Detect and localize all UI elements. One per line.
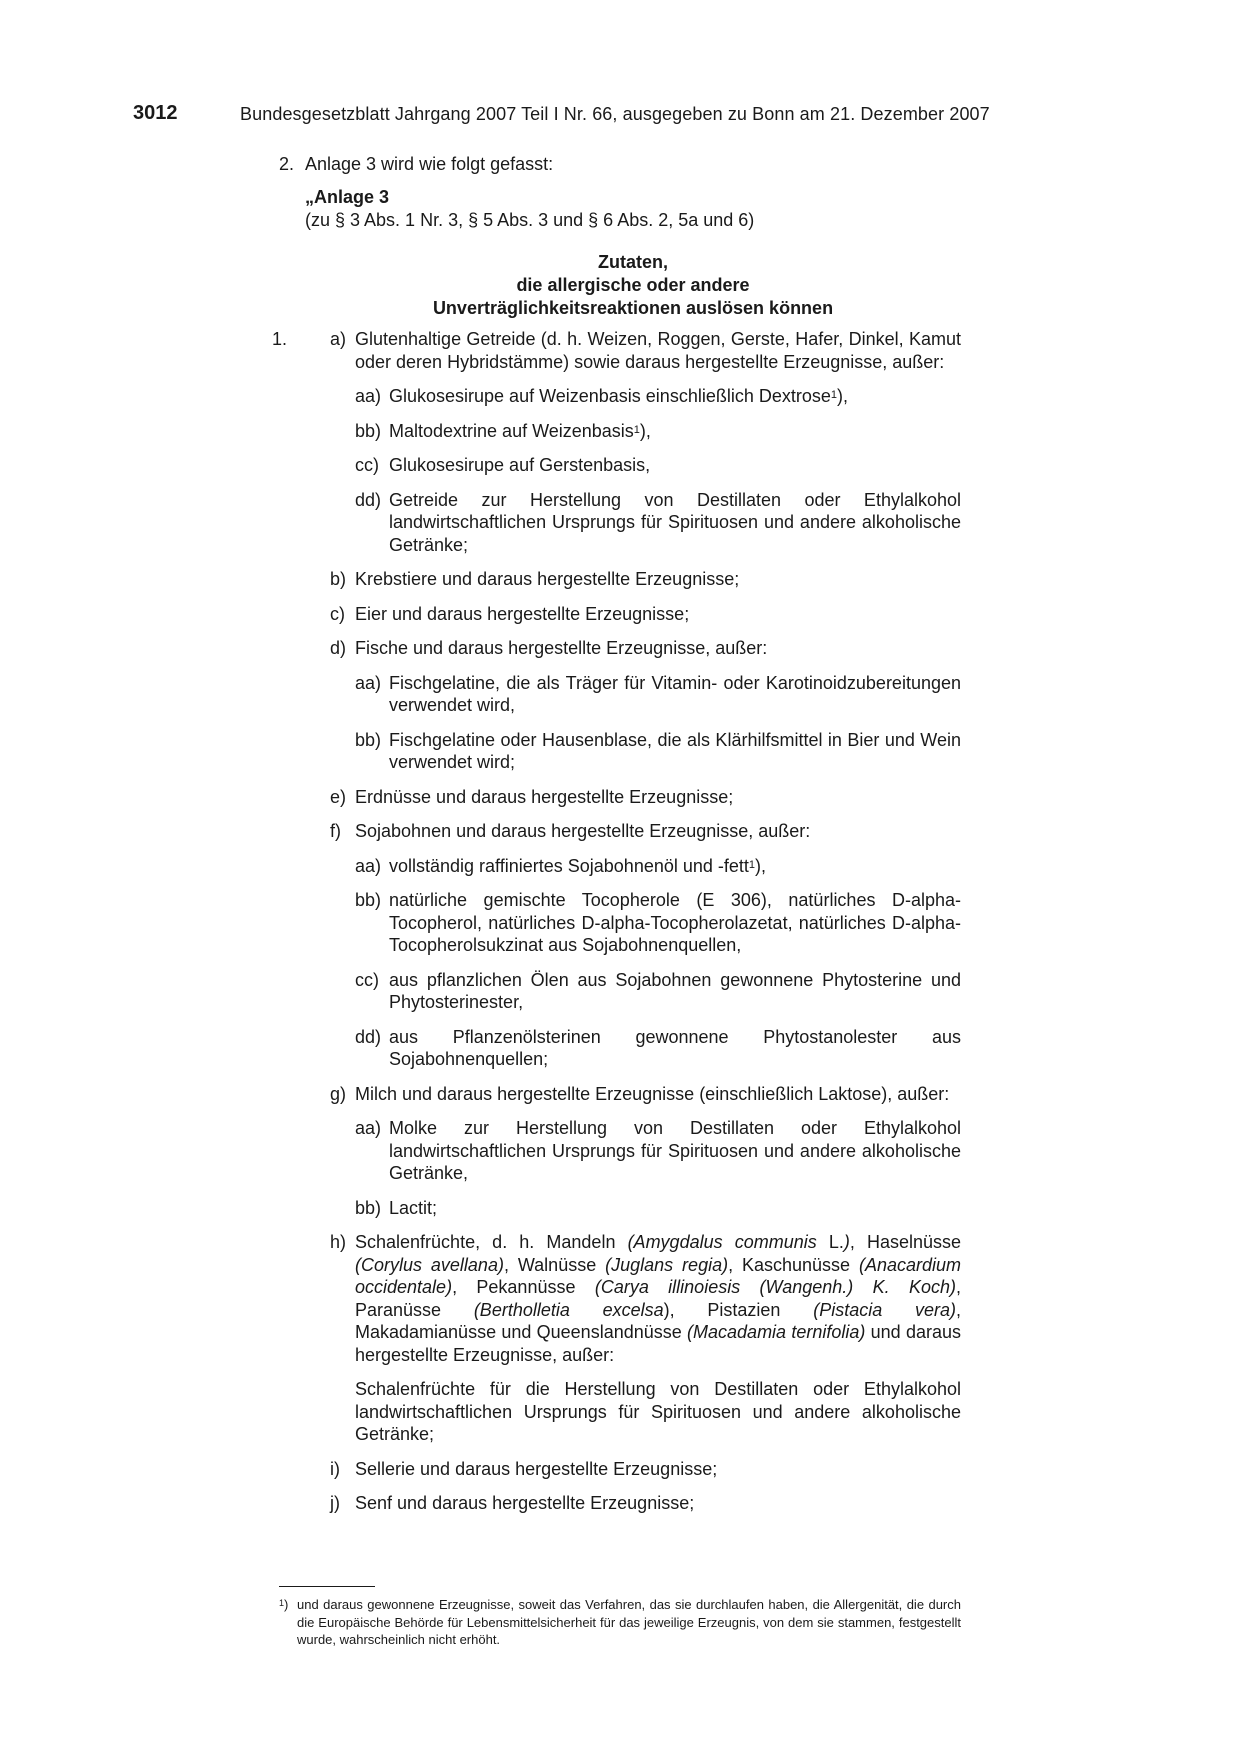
list-item-e — [305, 786, 961, 809]
sub-marker: aa) — [355, 672, 382, 693]
footnote — [279, 1596, 961, 1649]
list-number: 1. — [272, 329, 288, 349]
footnote-marker — [279, 1596, 288, 1614]
sub-text: Lactit; — [389, 1197, 438, 1218]
latin-name: (Corylus avellana) — [355, 1254, 504, 1275]
item-marker: j) — [330, 1493, 340, 1513]
sub-tail: ), — [639, 420, 651, 441]
item-marker: b) — [330, 569, 347, 589]
list-item-i — [305, 1458, 961, 1481]
sub-marker: bb) — [355, 420, 382, 441]
footnote-sup: 1 — [279, 1598, 285, 1608]
sub-text: Glukosesirupe auf Gerstenbasis, — [389, 455, 651, 475]
list-item-b — [305, 568, 961, 591]
sub-marker: aa) — [355, 1118, 382, 1138]
sub-text: Glukosesirupe auf Weizenbasis einschließlich Dextrose — [389, 386, 831, 406]
sub-marker: bb) — [355, 890, 382, 910]
list-item-c — [305, 603, 961, 626]
list-item-a — [272, 328, 961, 373]
sub-marker: cc) — [355, 455, 379, 475]
sub-item — [305, 672, 961, 717]
item-text: , Paranüsse — [355, 1277, 961, 1320]
latin-name: (Macadamia ternifolia) — [687, 1322, 866, 1342]
sub-text: aus pflanzlichen Ölen aus Sojabohnen gewonnene Phytosterine und Phytosterinester, — [389, 969, 961, 1012]
item-text: Milch und daraus hergestellte Erzeugnisse (einschließlich Laktose), außer: — [355, 1083, 950, 1104]
list-item-h — [305, 1231, 961, 1366]
sub-marker: bb) — [355, 1197, 382, 1218]
sub-text: Molke zur Herstellung von Destillaten oder Ethylalkohol landwirtschaftlichen Ursprungs für Spirituosen und andere alkoholische Getränke, — [389, 1118, 961, 1183]
sub-item — [305, 420, 961, 443]
list-item-d — [305, 637, 961, 660]
latin-name: (Anacardium occidentale) — [355, 1254, 961, 1297]
intro-number: 2. — [279, 154, 295, 174]
sub-item — [305, 489, 961, 557]
sub-text: natürliche gemischte Tocopherole (E 306), natürliches D-alpha-Tocopherol, natürliches D-alpha-Tocopherolazetat, natürliches D-alpha-Tocopherolsukzinat aus Sojabohnenquellen, — [389, 890, 961, 955]
list-item-f — [305, 820, 961, 843]
sub-item — [305, 454, 961, 477]
sub-item — [305, 1197, 961, 1220]
page-number: 3012 — [133, 102, 178, 124]
sub-marker: cc) — [355, 969, 379, 990]
sub-tail: ), — [837, 386, 848, 406]
intro-line — [279, 152, 999, 176]
sub-marker: dd) — [355, 489, 382, 510]
item-text: und daraus hergestellte Erzeugnisse, außer: — [355, 1322, 961, 1365]
sub-marker: dd) — [355, 1026, 382, 1047]
item-marker: e) — [330, 786, 347, 807]
sub-text: vollständig raffiniertes Sojabohnenöl und -fett — [389, 855, 749, 876]
item-marker: f) — [330, 821, 341, 841]
item-marker: c) — [330, 603, 345, 624]
item-text: Senf und daraus hergestellte Erzeugnisse; — [355, 1493, 695, 1513]
footnote-ref: 1 — [830, 389, 837, 401]
list-item-g — [305, 1083, 961, 1106]
item-text: Schalenfrüchte, d. h. Mandeln — [355, 1232, 628, 1252]
item-text: Sojabohnen und daraus hergestellte Erzeugnisse, außer: — [355, 821, 811, 841]
latin-name: (Juglans regia) — [605, 1254, 729, 1275]
latin-name: (Carya illinoiesis (Wangenh.) K. Koch) — [594, 1277, 956, 1297]
sub-text: Fischgelatine oder Hausenblase, die als Klärhilfsmittel in Bier und Wein verwendet wird; — [389, 729, 961, 772]
sub-item — [305, 385, 961, 408]
heading-line: die allergische oder andere — [516, 275, 750, 295]
intro-text: Anlage 3 wird wie folgt gefasst: — [305, 154, 554, 174]
item-text: , Walnüsse — [503, 1254, 606, 1275]
sub-item — [305, 1026, 961, 1071]
sub-item — [305, 889, 961, 957]
heading-line: Zutaten, — [598, 252, 668, 272]
sub-text: aus Pflanzenölsterinen gewonnene Phytostanolester aus Sojabohnenquellen; — [389, 1026, 961, 1069]
sub-item — [305, 855, 961, 878]
latin-name: ) — [843, 1232, 850, 1252]
latin-name: (Amygdalus communis — [627, 1232, 817, 1252]
exception-paragraph: Schalenfrüchte für die Herstellung von Destillaten oder Ethylalkohol landwirtschaftlichen Ursprungs für Spirituosen und andere alkoholische Getränke; — [355, 1379, 961, 1444]
sub-item — [305, 729, 961, 774]
sub-text: Fischgelatine, die als Träger für Vitamin- oder Karotinoidzubereitungen verwendet wird, — [389, 672, 961, 715]
item-marker: h) — [330, 1232, 347, 1252]
item-text: , Makadamianüsse und Queenslandnüsse — [355, 1299, 961, 1342]
anlage-title: „Anlage 3 — [305, 187, 390, 207]
sub-tail: ), — [755, 855, 767, 876]
sub-item — [305, 969, 961, 1014]
heading-line: Unverträglichkeitsreaktionen auslösen können — [432, 298, 834, 318]
allergen-list — [272, 328, 962, 1515]
latin-name: (Pistacia vera) — [813, 1299, 956, 1320]
item-text: Fische und daraus hergestellte Erzeugnisse, außer: — [355, 638, 768, 658]
item-text: Krebstiere und daraus hergestellte Erzeugnisse; — [355, 569, 740, 589]
item-text: L. — [816, 1232, 844, 1252]
item-text: , Pekannüsse — [452, 1277, 595, 1297]
item-text: , Kaschunüsse — [728, 1254, 859, 1275]
sub-marker: bb) — [355, 729, 382, 750]
anlage-reference: (zu § 3 Abs. 1 Nr. 3, § 5 Abs. 3 und § 6 Abs. 2, 5a und 6) — [305, 210, 755, 230]
list-item-j — [305, 1492, 961, 1515]
item-marker: i) — [330, 1458, 340, 1479]
footnote-ref: 1 — [633, 423, 640, 436]
sub-text: Maltodextrine auf Weizenbasis — [389, 420, 634, 441]
sub-marker: aa) — [355, 386, 382, 406]
item-text: , Haselnüsse — [849, 1232, 962, 1252]
footnote-text: und daraus gewonnene Erzeugnisse, soweit das Verfahren, das sie durchlaufen haben, die Allergenität, die durch die Europäische Behörde für Lebensmittelsicherheit für das jeweilige Erzeugnis, von dem sie stammen, festgestellt wurde, wahrscheinlich nicht erhöht. — [297, 1597, 961, 1647]
item-text: ), Pistazien — [663, 1299, 814, 1320]
sub-marker: aa) — [355, 855, 382, 876]
footnote-paren: ) — [284, 1597, 289, 1612]
item-text: Erdnüsse und daraus hergestellte Erzeugnisse; — [355, 786, 734, 807]
latin-name: (Bertholletia excelsa — [473, 1299, 664, 1320]
footnote-divider — [279, 1586, 375, 1587]
sub-text: Getreide zur Herstellung von Destillaten oder Ethylalkohol landwirtschaftlichen Ursprungs für Spirituosen und andere alkoholische Getränke; — [389, 489, 961, 555]
sub-item — [305, 1117, 961, 1185]
item-marker: a) — [330, 329, 347, 349]
running-header: Bundesgesetzblatt Jahrgang 2007 Teil I Nr. 66, ausgegeben zu Bonn am 21. Dezember 2007 — [240, 104, 990, 124]
section-heading — [305, 251, 961, 320]
item-marker: d) — [330, 638, 347, 658]
item-marker: g) — [330, 1083, 347, 1104]
item-text: Glutenhaltige Getreide (d. h. Weizen, Roggen, Gerste, Hafer, Dinkel, Kamut oder deren Hybridstämme) sowie daraus hergestellte Erzeugnisse, außer: — [355, 329, 961, 372]
item-text: Sellerie und daraus hergestellte Erzeugnisse; — [355, 1458, 718, 1479]
anlage-block — [305, 186, 985, 232]
item-text: Eier und daraus hergestellte Erzeugnisse; — [355, 603, 690, 624]
footnote-ref: 1 — [748, 858, 756, 871]
